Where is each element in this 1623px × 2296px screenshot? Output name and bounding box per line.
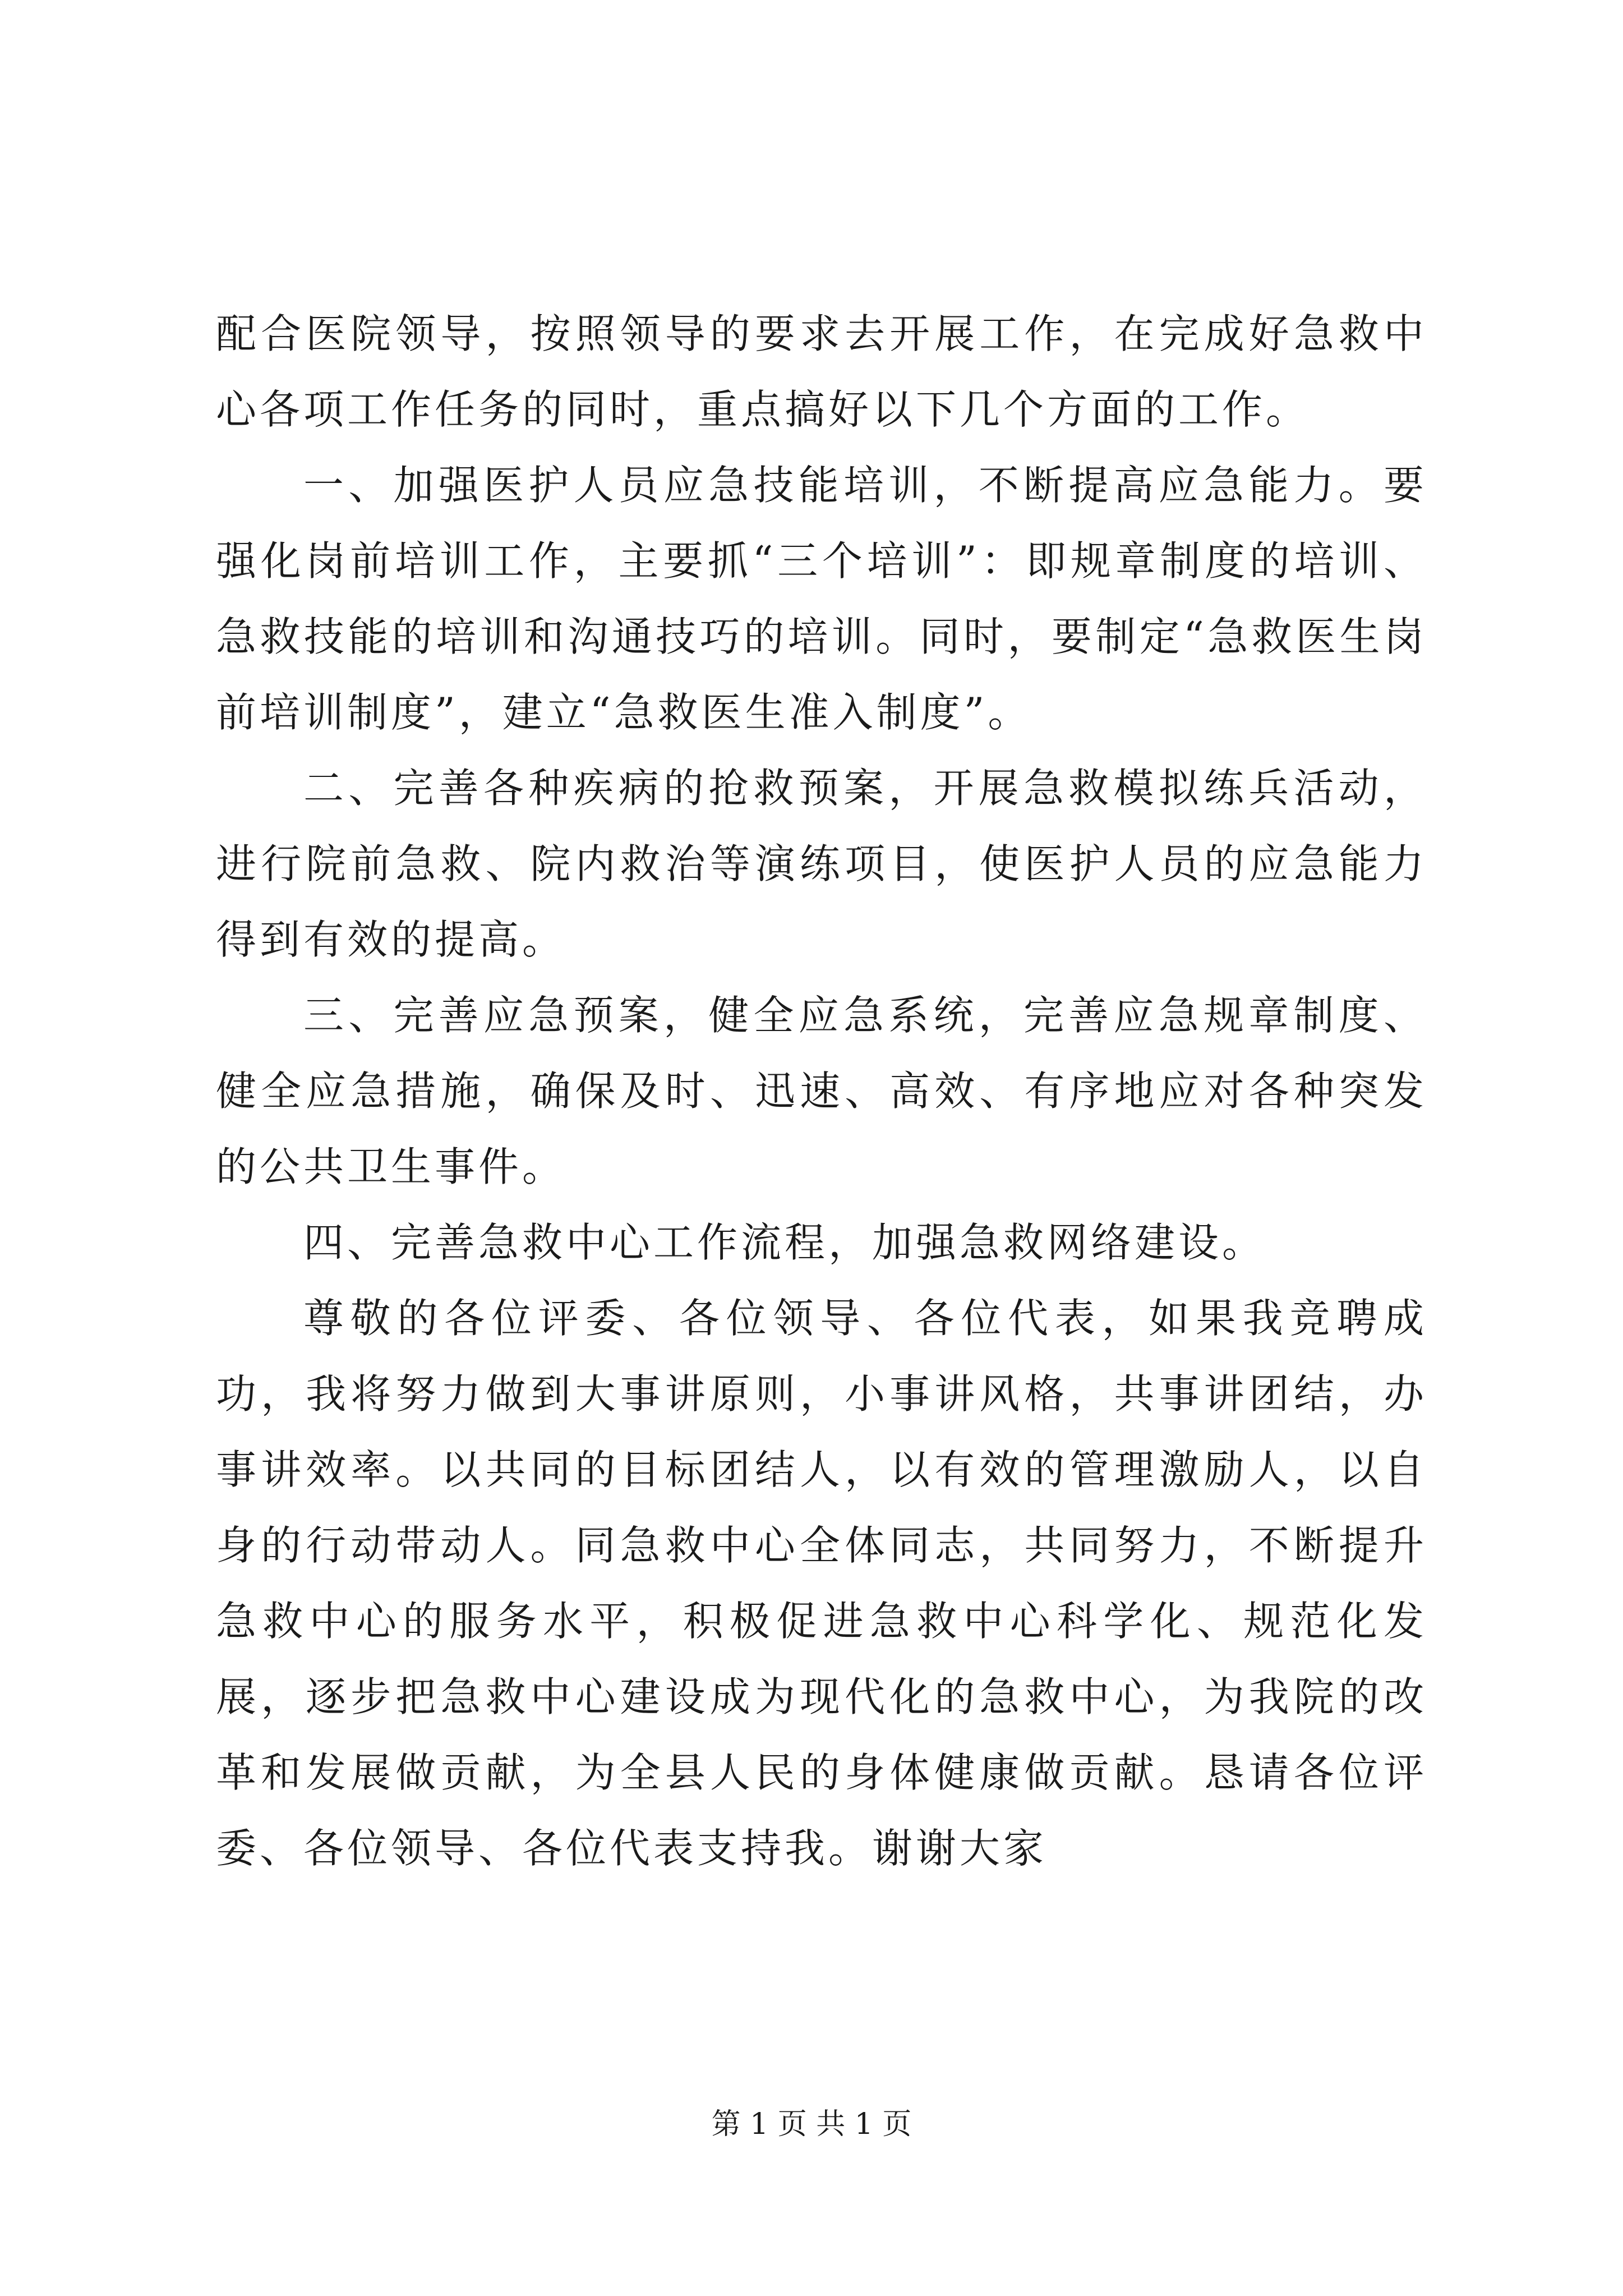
paragraph-3: 二、完善各种疾病的抢救预案，开展急救模拟练兵活动，进行院前急救、院内救治等演练项目，使医护人员的应急能力得到有效的提高。	[216, 765, 1427, 963]
paragraph-6: 尊敬的各位评委、各位领导、各位代表，如果我竞聘成功，我将努力做到大事讲原则，小事讲风格，共事讲团结，办事讲效率。以共同的目标团结人，以有效的管理激励人，以自身的行动带动人。同急救中心全体同志，共同努力，不断提升急救中心的服务水平，积极促进急救中心科学化、规范化发展，逐步把急救中心建设成为现代化的急救中心，为我院的改革和发展做贡献，为全县人民的身体健康做贡献。恳请各位评委、各位领导、各位代表支持我。谢谢大家	[216, 1295, 1427, 1872]
paragraph-1: 配合医院领导，按照领导的要求去开展工作，在完成好急救中心各项工作任务的同时，重点搞好以下几个方面的工作。	[216, 310, 1427, 433]
page-footer	[0, 2105, 1623, 2144]
document-body	[216, 296, 1427, 1887]
paragraph-5: 四、完善急救中心工作流程，加强急救网络建设。	[303, 1219, 1266, 1266]
page-number-label: 第 1 页 共 1 页	[711, 2108, 912, 2141]
paragraph-2: 一、加强医护人员应急技能培训，不断提高应急能力。要强化岗前培训工作，主要抓“三个培训”：即规章制度的培训、急救技能的培训和沟通技巧的培训。同时，要制定“急救医生岗前培训制度”，建立“急救医生准入制度”。	[216, 462, 1427, 736]
paragraph-4: 三、完善应急预案，健全应急系统，完善应急规章制度、健全应急措施，确保及时、迅速、高效、有序地应对各种突发的公共卫生事件。	[216, 992, 1427, 1190]
